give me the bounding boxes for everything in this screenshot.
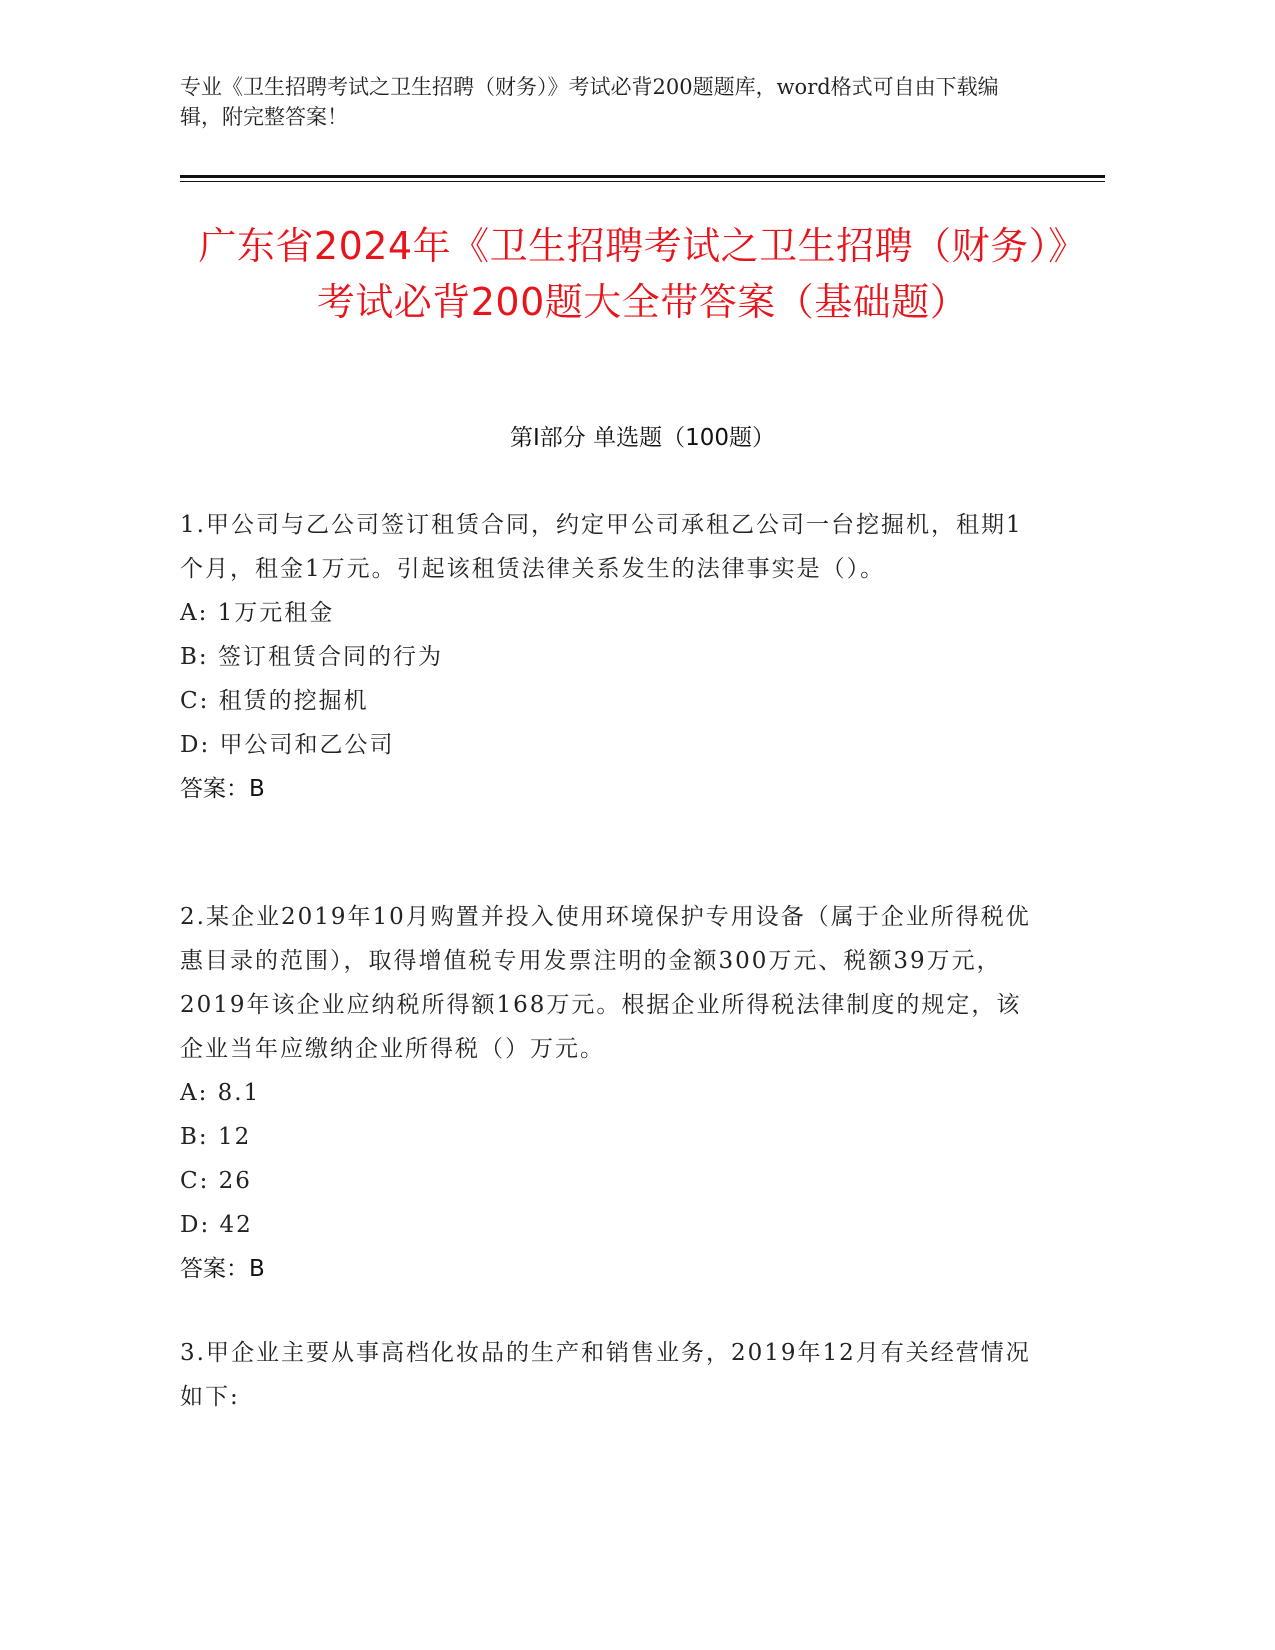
option-a: A: 8.1 [180, 1080, 261, 1106]
option-b: B: 签订租赁合同的行为 [180, 644, 443, 670]
option-c: C: 26 [180, 1168, 252, 1194]
answer: 答案：B [180, 1256, 265, 1282]
option-d: D: 42 [180, 1212, 253, 1238]
question-stem: 2.某企业2019年10月购置并投入使用环境保护专用设备（属于企业所得税优惠目录的范围），取得增值税专用发票注明的金额300万元、税额39万元，2019年该企业应纳税所得额168万元。根据企业所得税法律制度的规定，该企业当年应缴纳企业所得税（）万元。 [180, 904, 1031, 1062]
option-c: C: 租赁的挖掘机 [180, 688, 369, 714]
question-1 [180, 503, 1040, 811]
question-stem: 3.甲企业主要从事高档化妆品的生产和销售业务，2019年12月有关经营情况如下: [180, 1340, 1031, 1410]
question-stem: 1.甲公司与乙公司签订租赁合同，约定甲公司承租乙公司一台挖掘机，租期1个月，租金1万元。引起该租赁法律关系发生的法律事实是（）。 [180, 512, 1023, 582]
document-title: 广东省2024年《卫生招聘考试之卫生招聘（财务）》考试必背200题大全带答案（基础题） [198, 224, 1087, 324]
option-d: D: 甲公司和乙公司 [180, 732, 395, 758]
header-divider-thick [180, 175, 1105, 178]
section-heading: 第I部分 单选题（100题） [510, 425, 775, 451]
question-3 [180, 1331, 1040, 1419]
header-note: 专业《卫生招聘考试之卫生招聘（财务）》考试必背200题题库，word格式可自由下载编辑，附完整答案！ [180, 75, 999, 129]
question-2 [180, 895, 1040, 1291]
header-divider-thin [180, 181, 1105, 182]
option-b: B: 12 [180, 1124, 252, 1150]
option-a: A: 1万元租金 [180, 600, 335, 626]
answer: 答案：B [180, 776, 265, 802]
